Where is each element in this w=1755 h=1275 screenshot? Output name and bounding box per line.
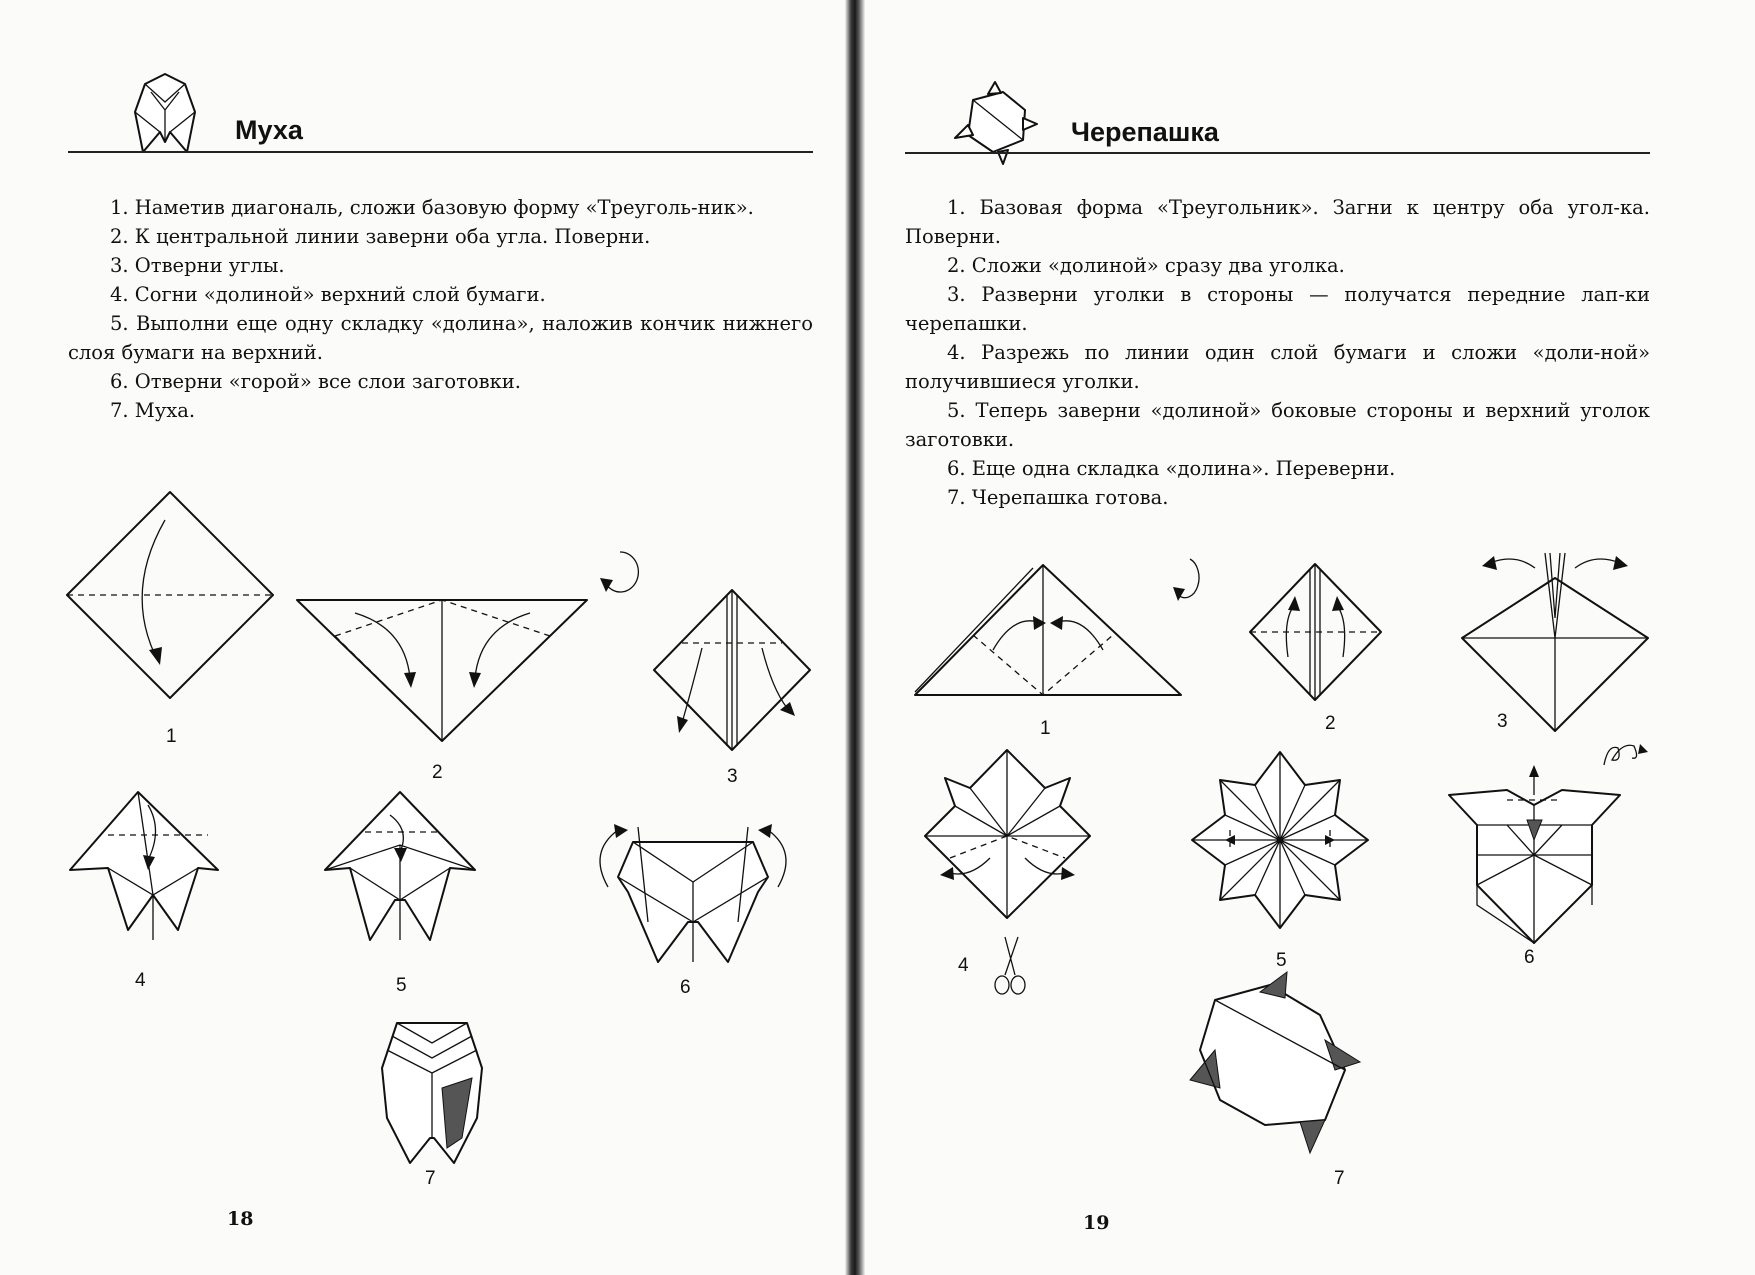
title-rule [68, 151, 813, 153]
scissors-icon [990, 935, 1030, 995]
origami-fly-icon [125, 72, 205, 157]
turtle-diagram-6 [1447, 765, 1622, 945]
turtle-diagram-7 [1175, 970, 1365, 1155]
fly-label-7: 7 [425, 1168, 436, 1189]
step-6: 6. Отверни «горой» все слои заготовки. [110, 370, 521, 393]
turtle-diagram-3 [1460, 548, 1650, 733]
step-7: 7. Черепашка готова. [947, 486, 1169, 509]
step-1: 1. Базовая форма «Треугольник». Загни к центру оба угол-ка. Поверни. [905, 196, 1650, 248]
fly-diagram-5 [315, 790, 485, 960]
turn-over-arrow-icon [1600, 740, 1650, 770]
fly-label-4: 4 [135, 970, 146, 991]
step-4: 4. Согни «долиной» верхний слой бумаги. [110, 283, 546, 306]
instructions [905, 193, 1650, 512]
fly-diagram-2 [295, 598, 590, 743]
step-5: 5. Теперь заверни «долиной» боковые стороны и верхний уголок заготовки. [905, 399, 1650, 451]
fly-label-5: 5 [396, 975, 407, 996]
step-3: 3. Разверни уголки в стороны — получатся передние лап-ки черепашки. [905, 283, 1650, 335]
turtle-label-6: 6 [1524, 947, 1535, 968]
fly-diagram-1 [65, 490, 275, 700]
turn-over-arrow-icon [598, 548, 643, 596]
fly-label-6: 6 [680, 977, 691, 998]
step-5: 5. Выполни еще одну складку «долина», наложив кончик нижнего слоя бумаги на верхний. [68, 312, 813, 364]
page-title: Муха [235, 115, 303, 145]
turtle-label-1: 1 [1040, 718, 1051, 739]
turtle-label-7: 7 [1334, 1168, 1345, 1189]
step-6: 6. Еще одна складка «долина». Переверни. [947, 457, 1396, 480]
turtle-diagram-5 [1190, 750, 1370, 930]
turtle-diagram-1 [913, 560, 1183, 700]
fly-label-1: 1 [166, 726, 177, 747]
fly-diagram-6 [578, 822, 808, 972]
turn-over-arrow-icon [1170, 555, 1210, 605]
right-page [865, 0, 1755, 1275]
step-3: 3. Отверни углы. [110, 254, 285, 277]
book-gutter [845, 0, 865, 1275]
turtle-label-5: 5 [1276, 950, 1287, 971]
step-4: 4. Разрежь по линии один слой бумаги и сложи «доли-ной» получившиеся уголки. [905, 341, 1650, 393]
fly-diagram-4 [68, 790, 238, 950]
fly-diagram-7 [372, 1018, 492, 1168]
page-number: 18 [227, 1208, 254, 1230]
left-page [0, 0, 845, 1275]
title-rule [905, 152, 1650, 154]
step-2: 2. Сложи «долиной» сразу два уголка. [947, 254, 1345, 277]
step-2: 2. К центральной линии заверни оба угла. Поверни. [110, 225, 651, 248]
turtle-diagram-2 [1248, 562, 1383, 702]
turtle-label-3: 3 [1497, 711, 1508, 732]
page-number: 19 [1083, 1212, 1110, 1234]
step-1: 1. Наметив диагональ, сложи базовую форму «Треуголь-ник». [110, 196, 754, 219]
turtle-label-4: 4 [958, 955, 969, 976]
page-title: Черепашка [1071, 117, 1219, 147]
fly-label-3: 3 [727, 766, 738, 787]
fly-label-2: 2 [432, 762, 443, 783]
turtle-label-2: 2 [1325, 713, 1336, 734]
turtle-diagram-4 [920, 748, 1095, 948]
fly-diagram-3 [652, 588, 812, 753]
instructions [68, 193, 813, 425]
step-7: 7. Муха. [110, 399, 196, 422]
